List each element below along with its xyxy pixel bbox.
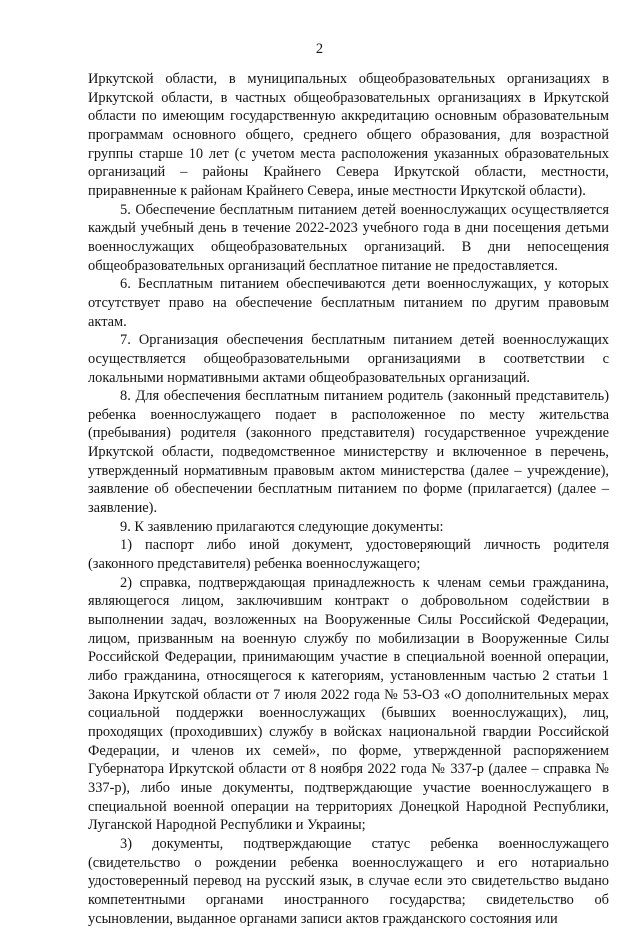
paragraph-continuation: Иркутской области, в муниципальных общеобразовательных организациях в Иркутской области, в частных общеобразовательных организациях в Иркутской области по имеющим государственную аккредитацию основным образовательным программам основного общего, среднего общего образования, для возрастной группы старше 10 лет (с учетом места расположения указанных образовательных организаций – районы Крайнего Севера Иркутской области, местности, приравненные к районам Крайнего Севера, иные местности Иркутской области). <box>88 71 609 199</box>
page-number: 2 <box>315 41 324 57</box>
list-item-3: 3) документы, подтверждающие статус ребенка военнослужащего (свидетельство о рождении ребенка военнослужащего и его нотариально удостоверенный перевод на русский язык, в случае если это свидетельство выдано компетентными органами иностранного государства; свидетельство об усыновлении, выданное органами записи актов гражданского состояния или <box>88 835 609 927</box>
document-body <box>88 70 609 928</box>
paragraph-item-7: 7. Организация обеспечения бесплатным питанием детей военнослужащих осуществляется общеобразовательными организациями в соответствии с локальными нормативными актами общеобразовательных организаций. <box>88 332 609 386</box>
list-item-1: 1) паспорт либо иной документ, удостоверяющий личность родителя (законного представителя) ребенка военнослужащего; <box>88 537 609 573</box>
paragraph-item-5: 5. Обеспечение бесплатным питанием детей военнослужащих осуществляется каждый учебный день в течение 2022-2023 учебного года в дни посещения детьми военнослужащих общеобразовательных организаций. В дни непосещения общеобразовательных организаций бесплатное питание не предоставляется. <box>88 201 609 274</box>
paragraph-item-6: 6. Бесплатным питанием обеспечиваются дети военнослужащих, у которых отсутствует право на обеспечение бесплатным питанием по другим правовым актам. <box>88 276 609 330</box>
list-item-2: 2) справка, подтверждающая принадлежность к членам семьи гражданина, являющегося лицом, заключившим контракт о добровольном содействии в выполнении задач, возложенных на Вооруженные Силы Российской Федерации, лицом, призванным на военную службу по мобилизации в Вооруженные Силы Российской Федерации, принимающим участие в специальной военной операции, либо гражданина, относящегося к категориям, установленным частью 2 статьи 1 Закона Иркутской области от 7 июля 2022 года № 53-ОЗ «О дополнительных мерах социальной поддержки военнослужащих (бывших военнослужащих), лиц, проходящих (проходивших) службу в войсках национальной гвардии Российской Федерации, и членов их семей», по форме, утвержденной распоряжением Губернатора Иркутской области от 8 ноября 2022 года № 337-р (далее – справка № 337-р), либо иные документы, подтверждающие участие военнослужащего в специальной военной операции на территориях Донецкой Народной Республики, Луганской Народной Республики и Украины; <box>88 574 609 834</box>
paragraph-item-8: 8. Для обеспечения бесплатным питанием родитель (законный представитель) ребенка военнослужащего подает в расположенное по месту жительства (пребывания) родителя (законного представителя) государственное учреждение Иркутской области, подведомственное министерству и включенное в перечень, утвержденный нормативным правовым актом министерства (далее – учреждение), заявление об обеспечении бесплатным питанием по форме (прилагается) (далее – заявление). <box>88 388 609 517</box>
paragraph-item-9: 9. К заявлению прилагаются следующие документы: <box>120 518 444 535</box>
